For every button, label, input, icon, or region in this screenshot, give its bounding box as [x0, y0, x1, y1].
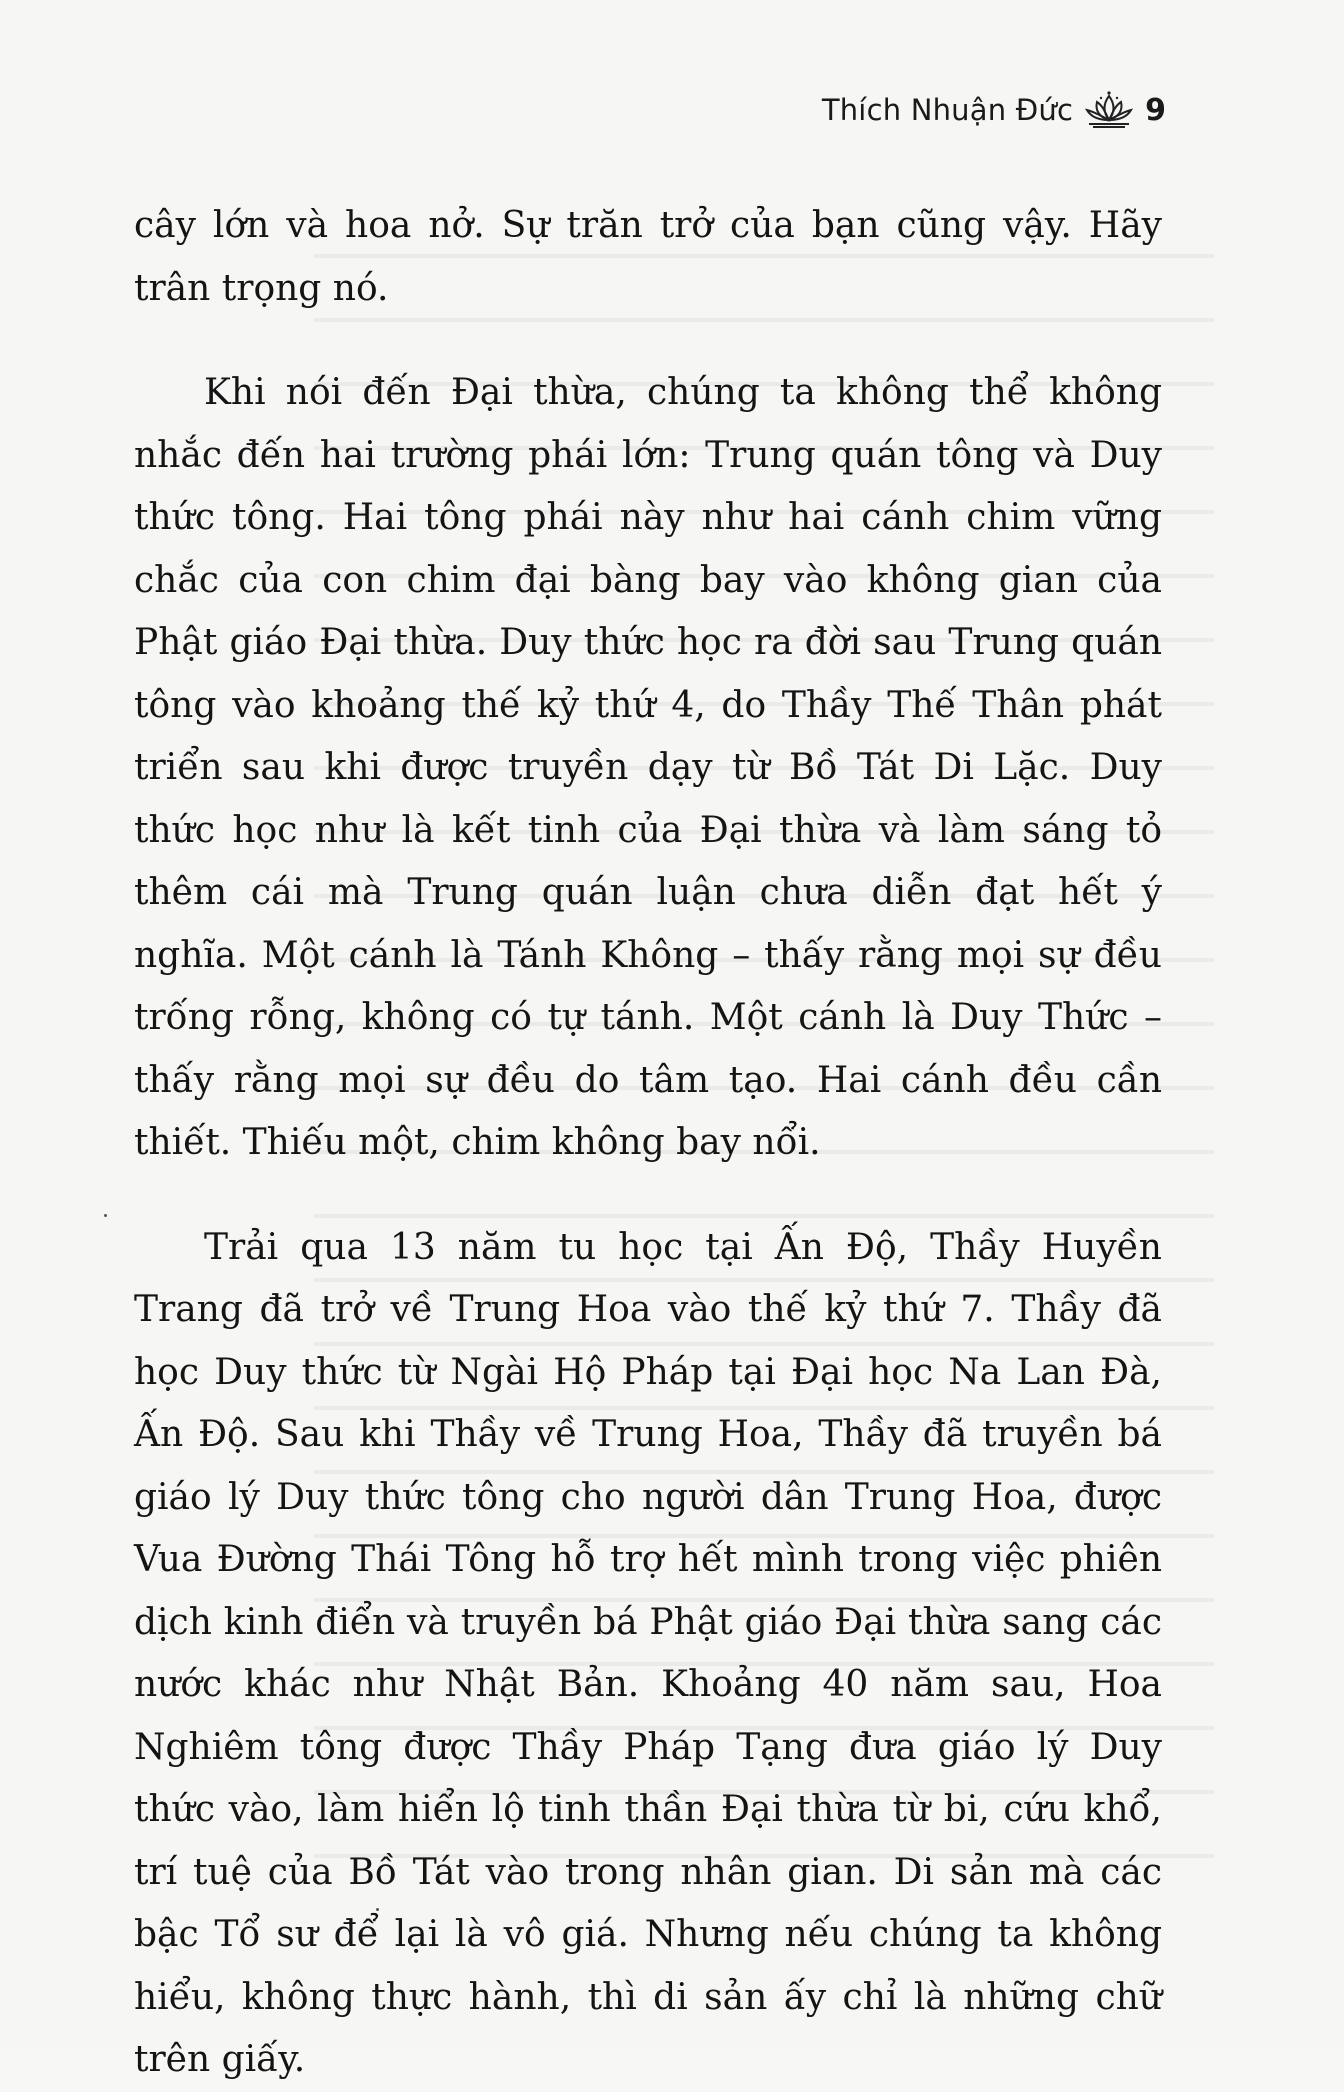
lotus-icon — [1083, 90, 1135, 130]
header-author: Thích Nhuận Đức — [821, 93, 1074, 127]
paper-speck — [376, 1908, 379, 1911]
page-number: 9 — [1145, 92, 1166, 128]
paragraph-1: cây lớn và hoa nở. Sự trăn trở của bạn cũng vậy. Hãy trân trọng nó. — [134, 205, 1162, 309]
body-text — [134, 195, 1162, 2092]
running-header — [822, 90, 1166, 130]
paragraph-2: Khi nói đến Đại thừa, chúng ta không thể không nhắc đến hai trường phái lớn: Trung quán tông và Duy thức tông. Hai tông phái này như hai cánh chim vững chắc của con chim đại bàng bay vào không gian của Phật giáo Đại thừa. Duy thức học ra đời sau Trung quán tông vào khoảng thế kỷ thứ 4, do Thầy Thế Thân phát triển sau khi được truyền dạy từ Bồ Tát Di Lặc. Duy thức học như là kết tinh của Đại thừa và làm sáng tỏ thêm cái mà Trung quán luận chưa diễn đạt hết ý nghĩa. Một cánh là Tánh Không – thấy rằng mọi sự đều trống rỗng, không có tự tánh. Một cánh là Duy Thức – thấy rằng mọi sự đều do tâm tạo. Hai cánh đều cần thiết. Thiếu một, chim không bay nổi. — [134, 372, 1162, 1163]
paragraph-3: Trải qua 13 năm tu học tại Ấn Độ, Thầy Huyền Trang đã trở về Trung Hoa vào thế kỷ thứ 7. Thầy đã học Duy thức từ Ngài Hộ Pháp tại Đại học Na Lan Đà, Ấn Độ. Sau khi Thầy về Trung Hoa, Thầy đã truyền bá giáo lý Duy thức tông cho người dân Trung Hoa, được Vua Đường Thái Tông hỗ trợ hết mình trong việc phiên dịch kinh điển và truyền bá Phật giáo Đại thừa sang các nước khác như Nhật Bản. Khoảng 40 năm sau, Hoa Nghiêm tông được Thầy Pháp Tạng đưa giáo lý Duy thức vào, làm hiển lộ tinh thần Đại thừa từ bi, cứu khổ, trí tuệ của Bồ Tát vào trong nhân gian. Di sản mà các bậc Tổ sư để lại là vô giá. Nhưng nếu chúng ta không hiểu, không thực hành, thì di sản ấy chỉ là những chữ trên giấy. — [134, 1226, 1162, 2080]
paper-speck — [104, 1214, 107, 1217]
